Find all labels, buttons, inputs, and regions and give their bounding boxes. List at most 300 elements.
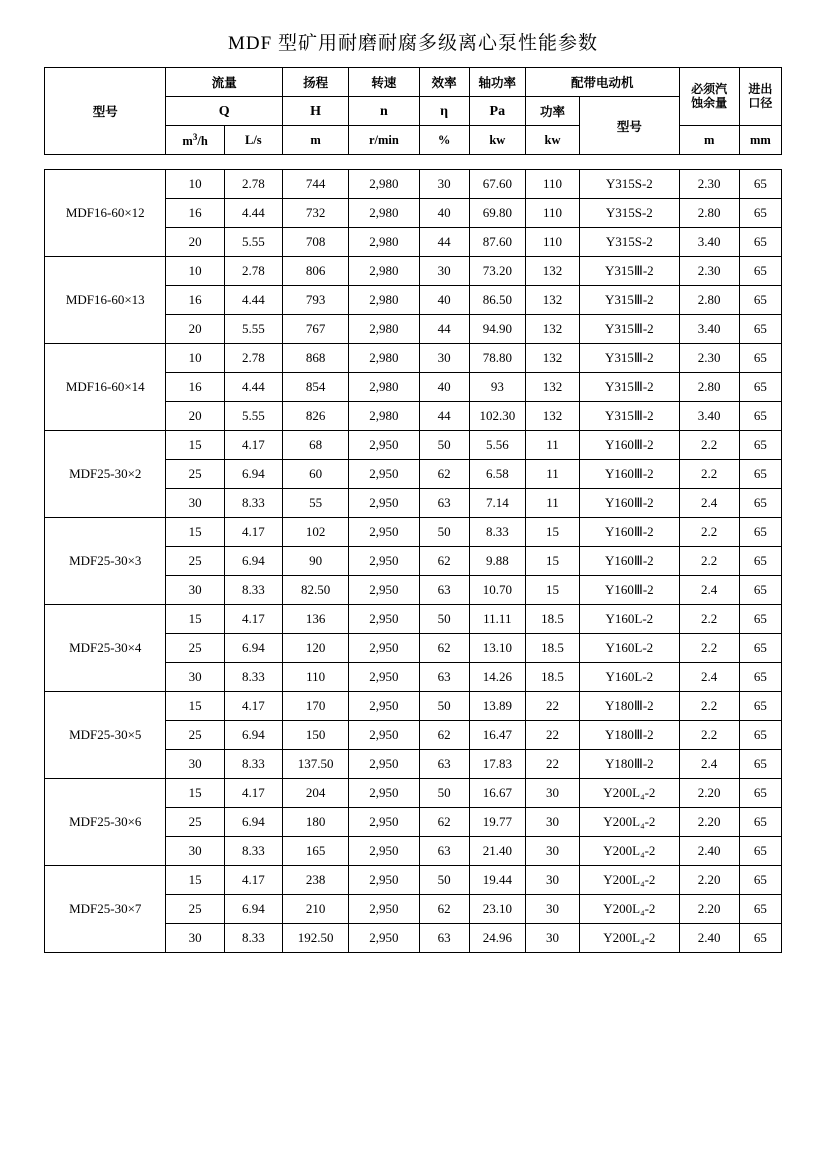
header-unit-npsh: m <box>679 126 739 155</box>
cell-efficiency: 63 <box>419 576 469 605</box>
header-unit-head: m <box>282 126 348 155</box>
cell-head: 68 <box>282 431 348 460</box>
cell-shaft-power: 9.88 <box>469 547 525 576</box>
table-row <box>45 170 782 199</box>
cell-npsh: 2.20 <box>679 866 739 895</box>
row-model: MDF16-60×13 <box>45 257 166 344</box>
cell-motor-model: Y160Ⅲ-2 <box>580 431 679 460</box>
cell-npsh: 2.30 <box>679 170 739 199</box>
cell-flow-ls: 8.33 <box>224 489 282 518</box>
cell-bore: 65 <box>739 460 781 489</box>
cell-head: 192.50 <box>282 924 348 953</box>
cell-speed: 2,980 <box>349 170 419 199</box>
cell-motor-power: 132 <box>525 257 579 286</box>
cell-flow-m3h: 15 <box>166 866 224 895</box>
cell-npsh: 3.40 <box>679 315 739 344</box>
cell-motor-power: 15 <box>525 576 579 605</box>
cell-flow-ls: 2.78 <box>224 170 282 199</box>
cell-npsh: 2.20 <box>679 808 739 837</box>
cell-npsh: 2.80 <box>679 286 739 315</box>
cell-flow-ls: 4.17 <box>224 605 282 634</box>
cell-efficiency: 44 <box>419 402 469 431</box>
cell-head: 868 <box>282 344 348 373</box>
cell-motor-model: Y160Ⅲ-2 <box>580 518 679 547</box>
cell-bore: 65 <box>739 808 781 837</box>
cell-flow-m3h: 15 <box>166 431 224 460</box>
cell-motor-power: 30 <box>525 779 579 808</box>
cell-shaft-power: 93 <box>469 373 525 402</box>
cell-npsh: 2.2 <box>679 721 739 750</box>
cell-head: 137.50 <box>282 750 348 779</box>
cell-flow-ls: 2.78 <box>224 257 282 286</box>
cell-speed: 2,950 <box>349 779 419 808</box>
cell-bore: 65 <box>739 228 781 257</box>
cell-head: 708 <box>282 228 348 257</box>
header-model: 型号 <box>45 68 166 155</box>
header-unit-efficiency: % <box>419 126 469 155</box>
cell-flow-m3h: 25 <box>166 547 224 576</box>
cell-flow-ls: 8.33 <box>224 837 282 866</box>
cell-flow-m3h: 10 <box>166 344 224 373</box>
cell-npsh: 2.2 <box>679 518 739 547</box>
row-model: MDF25-30×6 <box>45 779 166 866</box>
cell-head: 55 <box>282 489 348 518</box>
cell-motor-model: Y200L₄-2 <box>580 779 679 808</box>
cell-efficiency: 44 <box>419 228 469 257</box>
cell-speed: 2,980 <box>349 373 419 402</box>
row-model: MDF25-30×7 <box>45 866 166 953</box>
cell-shaft-power: 17.83 <box>469 750 525 779</box>
header-flow-symbol: Q <box>166 97 282 126</box>
cell-head: 238 <box>282 866 348 895</box>
cell-bore: 65 <box>739 489 781 518</box>
cell-flow-m3h: 25 <box>166 895 224 924</box>
cell-motor-model: Y315S-2 <box>580 228 679 257</box>
cell-speed: 2,950 <box>349 663 419 692</box>
cell-head: 82.50 <box>282 576 348 605</box>
cell-flow-m3h: 30 <box>166 489 224 518</box>
cell-motor-power: 18.5 <box>525 605 579 634</box>
cell-flow-m3h: 30 <box>166 837 224 866</box>
cell-motor-power: 30 <box>525 924 579 953</box>
table-row <box>45 605 782 634</box>
cell-motor-power: 132 <box>525 315 579 344</box>
cell-speed: 2,950 <box>349 431 419 460</box>
cell-motor-model: Y160Ⅲ-2 <box>580 547 679 576</box>
cell-flow-ls: 5.55 <box>224 315 282 344</box>
cell-motor-model: Y315S-2 <box>580 199 679 228</box>
cell-bore: 65 <box>739 286 781 315</box>
cell-npsh: 2.2 <box>679 605 739 634</box>
header-unit-motorpower: kw <box>525 126 579 155</box>
cell-motor-model: Y160L-2 <box>580 663 679 692</box>
cell-flow-m3h: 15 <box>166 692 224 721</box>
cell-motor-model: Y200L₄-2 <box>580 895 679 924</box>
cell-npsh: 3.40 <box>679 228 739 257</box>
header-shaftpower-group: 轴功率 <box>469 68 525 97</box>
cell-head: 767 <box>282 315 348 344</box>
cell-npsh: 2.20 <box>679 895 739 924</box>
cell-motor-model: Y160Ⅲ-2 <box>580 460 679 489</box>
cell-head: 210 <box>282 895 348 924</box>
table-row <box>45 518 782 547</box>
cell-shaft-power: 87.60 <box>469 228 525 257</box>
cell-flow-ls: 6.94 <box>224 634 282 663</box>
cell-head: 854 <box>282 373 348 402</box>
cell-bore: 65 <box>739 576 781 605</box>
cell-flow-m3h: 15 <box>166 779 224 808</box>
cell-motor-power: 30 <box>525 895 579 924</box>
cell-head: 90 <box>282 547 348 576</box>
cell-bore: 65 <box>739 692 781 721</box>
cell-head: 793 <box>282 286 348 315</box>
cell-flow-m3h: 30 <box>166 576 224 605</box>
cell-speed: 2,950 <box>349 605 419 634</box>
cell-npsh: 2.2 <box>679 460 739 489</box>
cell-shaft-power: 78.80 <box>469 344 525 373</box>
cell-head: 732 <box>282 199 348 228</box>
cell-speed: 2,950 <box>349 518 419 547</box>
cell-npsh: 2.20 <box>679 779 739 808</box>
cell-efficiency: 63 <box>419 924 469 953</box>
cell-motor-model: Y315Ⅲ-2 <box>580 344 679 373</box>
cell-motor-model: Y160Ⅲ-2 <box>580 489 679 518</box>
header-bore <box>739 68 781 126</box>
header-speed-group: 转速 <box>349 68 419 97</box>
header-npsh <box>679 68 739 126</box>
cell-flow-m3h: 15 <box>166 518 224 547</box>
cell-bore: 65 <box>739 547 781 576</box>
header-unit-ls: L/s <box>224 126 282 155</box>
cell-motor-model: Y200L₄-2 <box>580 866 679 895</box>
cell-flow-ls: 6.94 <box>224 547 282 576</box>
cell-speed: 2,950 <box>349 808 419 837</box>
header-unit-shaftpower: kw <box>469 126 525 155</box>
cell-flow-m3h: 15 <box>166 605 224 634</box>
cell-speed: 2,950 <box>349 750 419 779</box>
cell-efficiency: 62 <box>419 634 469 663</box>
cell-shaft-power: 13.10 <box>469 634 525 663</box>
cell-head: 102 <box>282 518 348 547</box>
cell-shaft-power: 16.67 <box>469 779 525 808</box>
row-model: MDF25-30×4 <box>45 605 166 692</box>
cell-efficiency: 30 <box>419 257 469 286</box>
cell-flow-ls: 4.44 <box>224 199 282 228</box>
cell-flow-m3h: 20 <box>166 228 224 257</box>
header-head-symbol: H <box>282 97 348 126</box>
header-unit-m3h: $m^3/h$ <box>166 126 224 155</box>
cell-shaft-power: 8.33 <box>469 518 525 547</box>
cell-shaft-power: 86.50 <box>469 286 525 315</box>
cell-flow-ls: 6.94 <box>224 808 282 837</box>
cell-flow-ls: 2.78 <box>224 344 282 373</box>
row-model: MDF25-30×3 <box>45 518 166 605</box>
cell-efficiency: 63 <box>419 837 469 866</box>
cell-flow-m3h: 16 <box>166 286 224 315</box>
cell-motor-power: 132 <box>525 373 579 402</box>
cell-shaft-power: 21.40 <box>469 837 525 866</box>
cell-speed: 2,950 <box>349 895 419 924</box>
cell-speed: 2,950 <box>349 837 419 866</box>
cell-bore: 65 <box>739 315 781 344</box>
cell-bore: 65 <box>739 895 781 924</box>
cell-npsh: 2.30 <box>679 344 739 373</box>
cell-flow-m3h: 10 <box>166 257 224 286</box>
cell-bore: 65 <box>739 431 781 460</box>
cell-shaft-power: 23.10 <box>469 895 525 924</box>
cell-motor-power: 132 <box>525 344 579 373</box>
header-shaftpower-symbol: Pa <box>469 97 525 126</box>
cell-bore: 65 <box>739 866 781 895</box>
cell-head: 204 <box>282 779 348 808</box>
cell-shaft-power: 11.11 <box>469 605 525 634</box>
cell-shaft-power: 10.70 <box>469 576 525 605</box>
cell-efficiency: 63 <box>419 663 469 692</box>
cell-bore: 65 <box>739 257 781 286</box>
cell-motor-model: Y200L₄-2 <box>580 808 679 837</box>
cell-motor-power: 18.5 <box>525 663 579 692</box>
cell-bore: 65 <box>739 170 781 199</box>
cell-npsh: 2.30 <box>679 257 739 286</box>
cell-efficiency: 50 <box>419 692 469 721</box>
cell-motor-power: 132 <box>525 402 579 431</box>
table-row <box>45 692 782 721</box>
cell-flow-m3h: 20 <box>166 402 224 431</box>
cell-flow-ls: 8.33 <box>224 924 282 953</box>
cell-motor-power: 11 <box>525 460 579 489</box>
header-flow-group: 流量 <box>166 68 282 97</box>
cell-npsh: 2.4 <box>679 489 739 518</box>
header-bore-line1: 进出 <box>748 81 773 96</box>
cell-flow-m3h: 25 <box>166 460 224 489</box>
cell-flow-ls: 4.17 <box>224 692 282 721</box>
row-model: MDF16-60×12 <box>45 170 166 257</box>
cell-head: 826 <box>282 402 348 431</box>
cell-speed: 2,950 <box>349 721 419 750</box>
cell-speed: 2,980 <box>349 344 419 373</box>
cell-npsh: 2.80 <box>679 199 739 228</box>
cell-npsh: 2.40 <box>679 837 739 866</box>
cell-motor-model: Y315Ⅲ-2 <box>580 402 679 431</box>
cell-speed: 2,950 <box>349 489 419 518</box>
cell-flow-m3h: 16 <box>166 373 224 402</box>
cell-bore: 65 <box>739 779 781 808</box>
header-motor-model: 型号 <box>580 97 679 155</box>
cell-efficiency: 30 <box>419 170 469 199</box>
cell-efficiency: 44 <box>419 315 469 344</box>
cell-flow-ls: 8.33 <box>224 663 282 692</box>
cell-flow-ls: 4.44 <box>224 286 282 315</box>
cell-head: 136 <box>282 605 348 634</box>
cell-efficiency: 63 <box>419 750 469 779</box>
cell-flow-ls: 6.94 <box>224 460 282 489</box>
cell-shaft-power: 19.77 <box>469 808 525 837</box>
cell-flow-m3h: 30 <box>166 663 224 692</box>
cell-motor-model: Y315Ⅲ-2 <box>580 373 679 402</box>
header-speed-symbol: n <box>349 97 419 126</box>
table-row <box>45 344 782 373</box>
cell-head: 180 <box>282 808 348 837</box>
table-row <box>45 431 782 460</box>
cell-motor-power: 22 <box>525 750 579 779</box>
header-head-group: 扬程 <box>282 68 348 97</box>
cell-motor-model: Y315Ⅲ-2 <box>580 286 679 315</box>
cell-speed: 2,980 <box>349 286 419 315</box>
header-row-1 <box>45 68 782 97</box>
cell-flow-m3h: 10 <box>166 170 224 199</box>
cell-motor-power: 30 <box>525 837 579 866</box>
cell-speed: 2,950 <box>349 924 419 953</box>
cell-shaft-power: 14.26 <box>469 663 525 692</box>
cell-bore: 65 <box>739 605 781 634</box>
cell-motor-model: Y180Ⅲ-2 <box>580 750 679 779</box>
cell-motor-power: 15 <box>525 547 579 576</box>
cell-motor-model: Y160Ⅲ-2 <box>580 576 679 605</box>
cell-efficiency: 62 <box>419 547 469 576</box>
cell-speed: 2,980 <box>349 257 419 286</box>
cell-motor-model: Y180Ⅲ-2 <box>580 692 679 721</box>
cell-flow-ls: 5.55 <box>224 228 282 257</box>
header-motor-power: 功率 <box>525 97 579 126</box>
data-table <box>44 169 782 953</box>
header-npsh-line1: 必须汽 <box>691 81 728 96</box>
cell-motor-power: 110 <box>525 199 579 228</box>
cell-flow-m3h: 30 <box>166 750 224 779</box>
cell-efficiency: 50 <box>419 605 469 634</box>
cell-efficiency: 62 <box>419 460 469 489</box>
cell-speed: 2,950 <box>349 692 419 721</box>
cell-motor-power: 18.5 <box>525 634 579 663</box>
cell-motor-power: 15 <box>525 518 579 547</box>
header-table <box>44 67 782 155</box>
table-row <box>45 866 782 895</box>
cell-efficiency: 50 <box>419 518 469 547</box>
cell-flow-ls: 8.33 <box>224 750 282 779</box>
cell-bore: 65 <box>739 750 781 779</box>
cell-npsh: 2.2 <box>679 431 739 460</box>
cell-flow-m3h: 25 <box>166 808 224 837</box>
cell-bore: 65 <box>739 199 781 228</box>
cell-flow-ls: 4.17 <box>224 779 282 808</box>
cell-flow-ls: 4.17 <box>224 431 282 460</box>
cell-npsh: 2.4 <box>679 663 739 692</box>
cell-efficiency: 30 <box>419 344 469 373</box>
cell-bore: 65 <box>739 402 781 431</box>
cell-head: 806 <box>282 257 348 286</box>
cell-flow-ls: 4.17 <box>224 866 282 895</box>
cell-speed: 2,980 <box>349 228 419 257</box>
cell-motor-power: 22 <box>525 721 579 750</box>
cell-flow-m3h: 20 <box>166 315 224 344</box>
cell-motor-power: 11 <box>525 489 579 518</box>
cell-head: 120 <box>282 634 348 663</box>
cell-shaft-power: 73.20 <box>469 257 525 286</box>
cell-bore: 65 <box>739 373 781 402</box>
cell-shaft-power: 102.30 <box>469 402 525 431</box>
cell-bore: 65 <box>739 721 781 750</box>
cell-head: 60 <box>282 460 348 489</box>
cell-head: 744 <box>282 170 348 199</box>
cell-motor-model: Y315Ⅲ-2 <box>580 315 679 344</box>
table-row <box>45 257 782 286</box>
cell-speed: 2,950 <box>349 576 419 605</box>
cell-efficiency: 40 <box>419 286 469 315</box>
cell-motor-model: Y180Ⅲ-2 <box>580 721 679 750</box>
cell-flow-ls: 8.33 <box>224 576 282 605</box>
header-unit-speed: r/min <box>349 126 419 155</box>
cell-bore: 65 <box>739 344 781 373</box>
cell-npsh: 3.40 <box>679 402 739 431</box>
cell-head: 110 <box>282 663 348 692</box>
row-model: MDF16-60×14 <box>45 344 166 431</box>
row-model: MDF25-30×5 <box>45 692 166 779</box>
cell-npsh: 2.2 <box>679 692 739 721</box>
table-row <box>45 779 782 808</box>
header-efficiency-symbol: η <box>419 97 469 126</box>
cell-bore: 65 <box>739 924 781 953</box>
cell-motor-power: 132 <box>525 286 579 315</box>
cell-motor-model: Y200L₄-2 <box>580 924 679 953</box>
cell-motor-power: 110 <box>525 170 579 199</box>
cell-speed: 2,950 <box>349 460 419 489</box>
cell-shaft-power: 16.47 <box>469 721 525 750</box>
cell-efficiency: 62 <box>419 895 469 924</box>
cell-flow-m3h: 30 <box>166 924 224 953</box>
cell-head: 150 <box>282 721 348 750</box>
cell-flow-ls: 4.44 <box>224 373 282 402</box>
cell-npsh: 2.4 <box>679 576 739 605</box>
cell-motor-power: 11 <box>525 431 579 460</box>
cell-speed: 2,980 <box>349 402 419 431</box>
cell-motor-power: 30 <box>525 808 579 837</box>
cell-efficiency: 63 <box>419 489 469 518</box>
cell-motor-model: Y315S-2 <box>580 170 679 199</box>
header-efficiency-group: 效率 <box>419 68 469 97</box>
cell-flow-ls: 6.94 <box>224 721 282 750</box>
cell-efficiency: 50 <box>419 431 469 460</box>
cell-efficiency: 50 <box>419 866 469 895</box>
cell-shaft-power: 69.80 <box>469 199 525 228</box>
cell-bore: 65 <box>739 518 781 547</box>
cell-shaft-power: 94.90 <box>469 315 525 344</box>
cell-speed: 2,950 <box>349 866 419 895</box>
cell-speed: 2,950 <box>349 547 419 576</box>
cell-speed: 2,950 <box>349 634 419 663</box>
cell-shaft-power: 13.89 <box>469 692 525 721</box>
cell-flow-ls: 5.55 <box>224 402 282 431</box>
cell-npsh: 2.80 <box>679 373 739 402</box>
cell-speed: 2,980 <box>349 199 419 228</box>
cell-motor-power: 110 <box>525 228 579 257</box>
cell-efficiency: 62 <box>419 721 469 750</box>
cell-npsh: 2.40 <box>679 924 739 953</box>
cell-flow-m3h: 25 <box>166 721 224 750</box>
cell-motor-model: Y160L-2 <box>580 605 679 634</box>
header-unit-bore: mm <box>739 126 781 155</box>
cell-motor-model: Y160L-2 <box>580 634 679 663</box>
cell-flow-ls: 4.17 <box>224 518 282 547</box>
cell-efficiency: 62 <box>419 808 469 837</box>
cell-flow-m3h: 16 <box>166 199 224 228</box>
cell-bore: 65 <box>739 837 781 866</box>
cell-shaft-power: 6.58 <box>469 460 525 489</box>
cell-flow-ls: 6.94 <box>224 895 282 924</box>
cell-efficiency: 50 <box>419 779 469 808</box>
cell-shaft-power: 7.14 <box>469 489 525 518</box>
cell-shaft-power: 5.56 <box>469 431 525 460</box>
header-motor-group: 配带电动机 <box>525 68 679 97</box>
cell-speed: 2,980 <box>349 315 419 344</box>
